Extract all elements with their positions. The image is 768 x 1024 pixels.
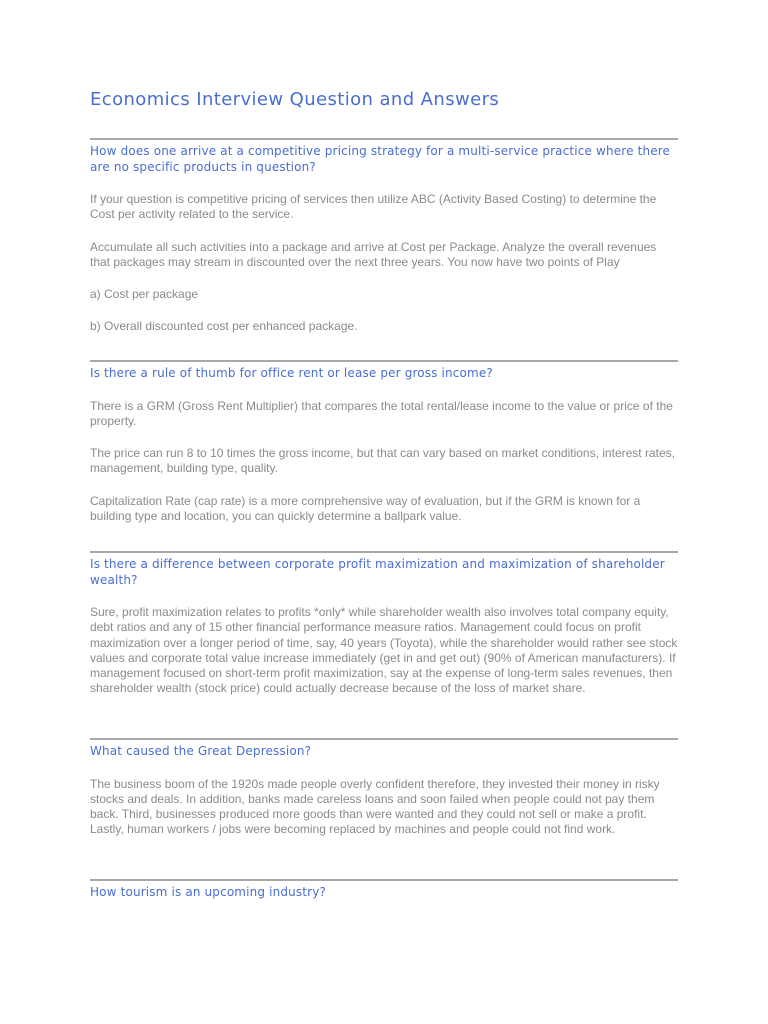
answer-paragraph: There is a GRM (Gross Rent Multiplier) that compares the total rental/lease income to the value or price of the property.	[90, 398, 673, 428]
question-heading: How does one arrive at a competitive pricing strategy for a multi-service practice where there are no specific products in question?	[90, 144, 671, 174]
answer-paragraph: b) Overall discounted cost per enhanced package.	[90, 319, 358, 334]
question-heading: Is there a difference between corporate profit maximization and maximization of shareholder wealth?	[90, 557, 665, 587]
answer-paragraph: The price can run 8 to 10 times the gross income, but that can vary based on market conditions, interest rates, management, building type, quality.	[90, 446, 675, 476]
answer-paragraph: Accumulate all such activities into a package and arrive at Cost per Package. Analyze the overall revenues that packages may stream in discounted over the next three years. You now have two points of Play	[90, 239, 657, 269]
section-divider	[90, 738, 678, 740]
question-heading: How tourism is an upcoming industry?	[90, 885, 326, 899]
answer-block	[90, 605, 678, 697]
qa-section	[90, 551, 678, 697]
section-divider	[90, 879, 678, 881]
document-title: Economics Interview Question and Answers	[90, 89, 500, 110]
qa-section	[90, 360, 678, 524]
answer-paragraph: The business boom of the 1920s made people overly confident therefore, they invested their money in risky stocks and deals. In addition, banks made careless loans and soon failed when people could not pay them back. Third, businesses produced more goods than were wanted and they could not sell or make a profit. Lastly, human workers / jobs were becoming replaced by machines and people could not find work.	[90, 776, 660, 837]
answer-paragraph: If your question is competitive pricing of services then utilize ABC (Activity Based Costing) to determine the Cost per activity related to the service.	[90, 192, 657, 222]
section-divider	[90, 360, 678, 362]
answer-block	[90, 399, 678, 525]
question-heading: Is there a rule of thumb for office rent or lease per gross income?	[90, 366, 493, 380]
answer-paragraph: Sure, profit maximization relates to profits *only* while shareholder wealth also involves total company equity, debt ratios and any of 15 other financial performance measure ratios. Management could focus on profit maximization over a longer period of time, say, 40 years (Toyota), while the shareholder would rather see stock values and corporate total value increase immediately (get in and get out) (90% of American manufacturers). If management focused on short-term profit maximization, say at the expense of long-term sales revenues, then shareholder wealth (stock price) could actually decrease because of the loss of market share.	[90, 605, 678, 696]
section-divider	[90, 138, 678, 140]
answer-block	[90, 192, 678, 335]
section-divider	[90, 551, 678, 553]
qa-section	[90, 138, 678, 335]
qa-section	[90, 738, 678, 838]
answer-paragraph: a) Cost per package	[90, 287, 199, 302]
question-heading: What caused the Great Depression?	[90, 744, 312, 758]
answer-paragraph: Capitalization Rate (cap rate) is a more comprehensive way of evaluation, but if the GRM is known for a building type and location, you can quickly determine a ballpark value.	[90, 493, 641, 523]
qa-section	[90, 879, 678, 901]
answer-block	[90, 777, 678, 838]
